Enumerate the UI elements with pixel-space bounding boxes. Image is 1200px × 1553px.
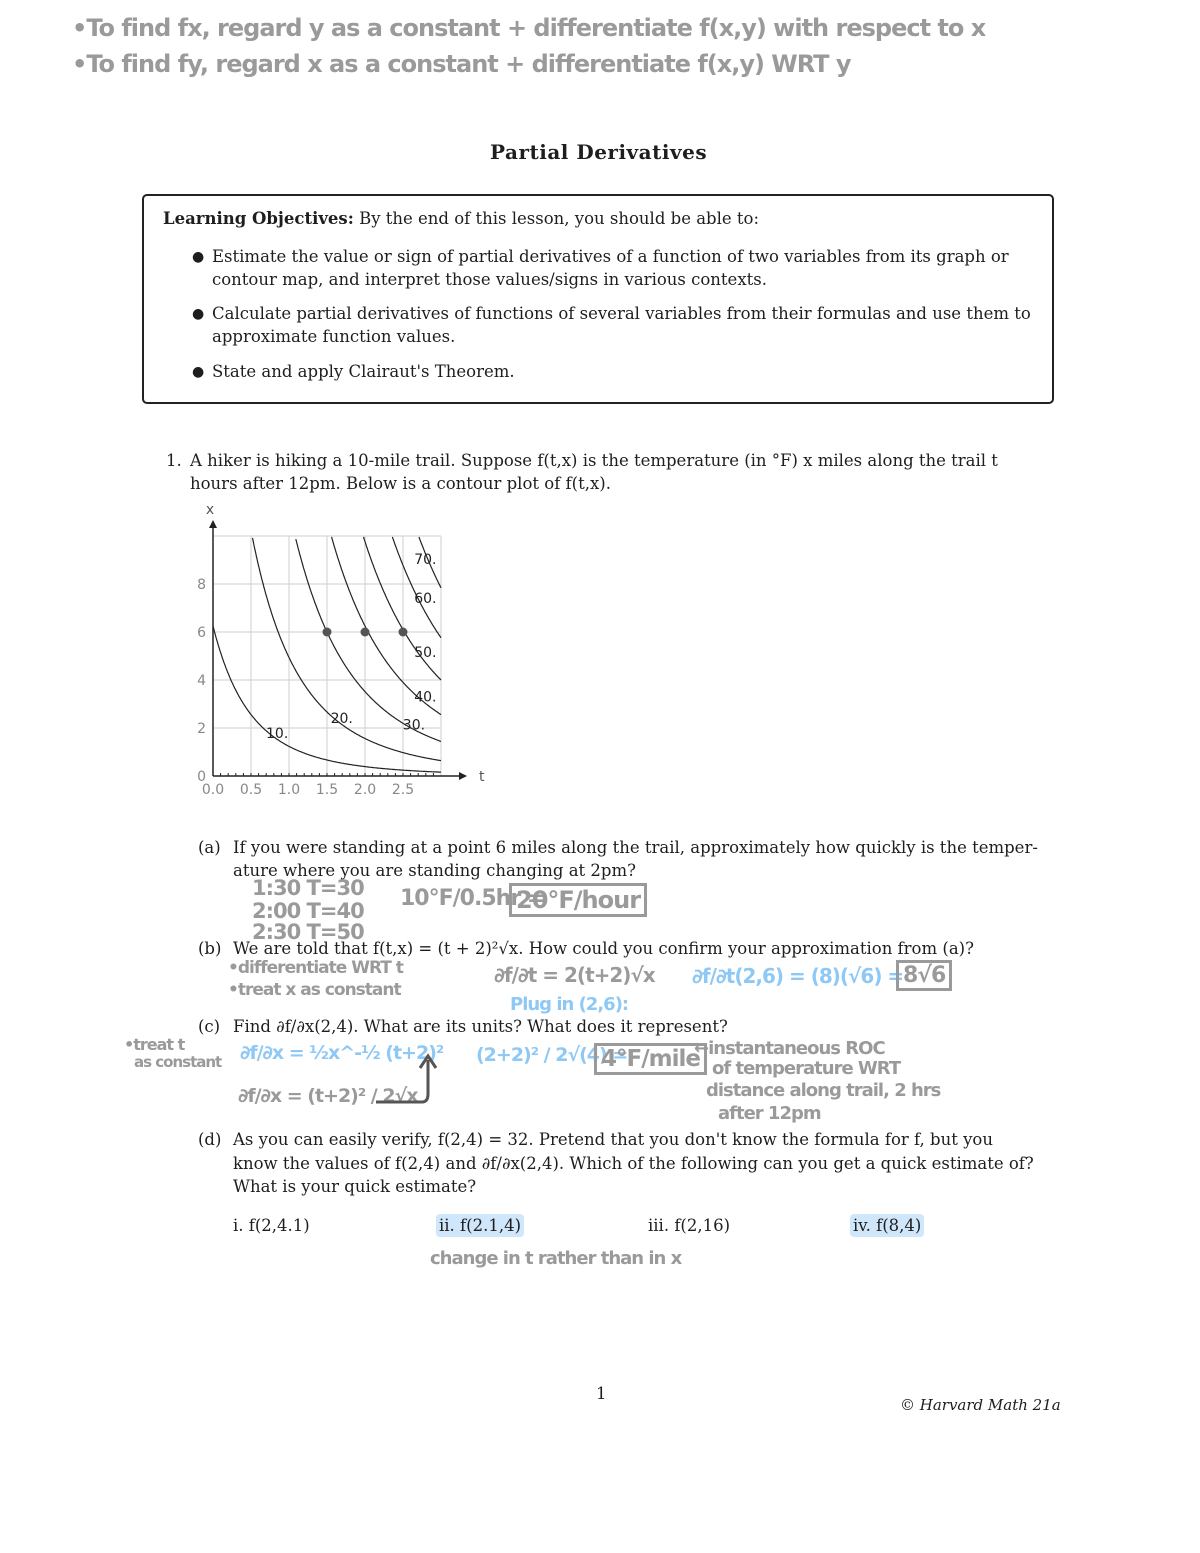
contour-line <box>296 539 441 741</box>
handwritten-a-ratio: 10°F/0.5hr = <box>400 886 545 911</box>
objective-2-line2: approximate function values. <box>212 327 456 346</box>
bullet-icon: ● <box>192 306 205 322</box>
marked-point <box>361 628 370 637</box>
choice-iii: iii. f(2,16) <box>648 1216 731 1235</box>
handwritten-b-eval: ∂f/∂t(2,6) = (8)(√6) = <box>692 964 904 988</box>
handwritten-a-time2: 2:00 T=40 <box>252 899 364 923</box>
contour-level-label: 10. <box>266 726 289 743</box>
x-tick-label: 0.5 <box>239 782 263 798</box>
handwritten-c-eval: (2+2)² / 2√(4) = <box>476 1044 628 1066</box>
choice-ii: ii. f(2.1,4) <box>436 1214 524 1237</box>
part-d-line2: know the values of f(2,4) and ∂f/∂x(2,4). Which of the following can you get a quick estimate of? <box>233 1154 1034 1173</box>
handwritten-c-derivative2: ∂f/∂x = (t+2)² / 2√x <box>238 1085 418 1107</box>
handwritten-note-fx: •To find fx, regard y as a constant + differentiate f(x,y) with respect to x <box>72 14 986 42</box>
x-tick-label: 1.5 <box>315 782 339 798</box>
part-d-label: (d) <box>198 1130 222 1149</box>
y-tick-label: 6 <box>197 625 206 641</box>
part-b-label: (b) <box>198 939 222 958</box>
contour-plot <box>190 505 490 805</box>
x-axis-label: t <box>479 769 485 785</box>
bullet-icon: ● <box>192 364 205 380</box>
part-c-text: Find ∂f/∂x(2,4). What are its units? What does it represent? <box>233 1017 728 1036</box>
handwritten-a-time1: 1:30 T=30 <box>252 876 364 900</box>
handwritten-c-meaning4: after 12pm <box>718 1103 821 1124</box>
contour-level-label: 30. <box>402 717 426 734</box>
contour-level-label: 40. <box>414 689 437 706</box>
copyright: © Harvard Math 21a <box>900 1396 1061 1414</box>
handwritten-c-derivative1: ∂f/∂x = ½x^-½ (t+2)² <box>240 1042 444 1064</box>
handwritten-c-answer: 4°F/mile <box>594 1043 707 1075</box>
contour-level-label: 50. <box>414 645 437 662</box>
contour-level-label: 70. <box>414 552 437 568</box>
x-tick-label: 1.0 <box>277 782 301 798</box>
part-a-label: (a) <box>198 838 221 857</box>
question-1-line1: A hiker is hiking a 10-mile trail. Suppose f(t,x) is the temperature (in °F) x miles along the trail t <box>190 451 998 470</box>
part-b-text: We are told that f(t,x) = (t + 2)²√x. How could you confirm your approximation from (a)? <box>233 939 974 958</box>
x-axis-arrow-icon <box>459 772 467 780</box>
part-c-label: (c) <box>198 1017 221 1036</box>
contour-level-label: 20. <box>330 710 353 727</box>
contour-level-label: 60. <box>414 590 437 607</box>
objective-1-line1: Estimate the value or sign of partial derivatives of a function of two variables from its graph or <box>212 247 1009 266</box>
page-title: Partial Derivatives <box>490 140 708 164</box>
handwritten-b-plug: Plug in (2,6): <box>510 994 629 1015</box>
marked-point <box>323 628 332 637</box>
x-tick-label: 0.0 <box>201 782 225 798</box>
handwritten-b-note2: •treat x as constant <box>228 980 401 1000</box>
y-tick-label: 0 <box>197 769 206 785</box>
handwritten-b-note1: •differentiate WRT t <box>228 958 403 978</box>
y-tick-label: 4 <box>197 673 206 689</box>
marked-point <box>399 628 408 637</box>
handwritten-c-meaning2: of temperature WRT <box>712 1058 901 1079</box>
objective-3: State and apply Clairaut's Theorem. <box>212 362 515 381</box>
part-a-line2: ature where you are standing changing at 2pm? <box>233 861 636 880</box>
handwritten-c-meaning1: ←instantaneous ROC <box>694 1038 885 1059</box>
question-number: 1. <box>166 451 182 470</box>
handwritten-b-answer: 8√6 <box>896 960 952 991</box>
handwritten-a-time3: 2:30 T=50 <box>252 920 364 944</box>
question-1-line2: hours after 12pm. Below is a contour plot of f(t,x). <box>190 474 611 493</box>
handwritten-b-derivative: ∂f/∂t = 2(t+2)√x <box>494 963 655 987</box>
page-number: 1 <box>596 1384 607 1403</box>
y-tick-label: 2 <box>197 721 206 737</box>
handwritten-note-fy: •To find fy, regard x as a constant + differentiate f(x,y) WRT y <box>72 50 851 78</box>
objectives-label: Learning Objectives: <box>163 209 354 228</box>
handwritten-c-meaning3: distance along trail, 2 hrs <box>706 1080 941 1101</box>
y-tick-label: 8 <box>197 577 206 593</box>
objective-2-line1: Calculate partial derivatives of functions of several variables from their formulas and use them to <box>212 304 1031 323</box>
bullet-icon: ● <box>192 249 205 265</box>
part-a-line1: If you were standing at a point 6 miles along the trail, approximately how quickly is the temper- <box>233 838 1038 857</box>
objective-1-line2: contour map, and interpret those values/signs in various contexts. <box>212 270 767 289</box>
handwritten-c-margin1: •treat t <box>124 1035 185 1054</box>
x-tick-label: 2.0 <box>353 782 377 798</box>
part-d-line3: What is your quick estimate? <box>233 1177 477 1196</box>
y-axis-arrow-icon <box>209 520 217 528</box>
objectives-heading <box>163 207 759 230</box>
handwritten-a-answer: 20°F/hour <box>509 883 647 917</box>
part-d-line1: As you can easily verify, f(2,4) = 32. Pretend that you don't know the formula for f, but you <box>233 1130 993 1149</box>
handwritten-d-note: change in t rather than in x <box>430 1248 682 1269</box>
choice-i: i. f(2,4.1) <box>233 1216 310 1235</box>
x-tick-label: 2.5 <box>391 782 415 798</box>
objectives-intro: By the end of this lesson, you should be able to: <box>359 209 760 228</box>
handwritten-c-margin2: as constant <box>134 1053 222 1071</box>
arrow-icon <box>372 1048 452 1108</box>
y-axis-label: x <box>205 505 215 518</box>
choice-iv: iv. f(8,4) <box>850 1214 924 1237</box>
